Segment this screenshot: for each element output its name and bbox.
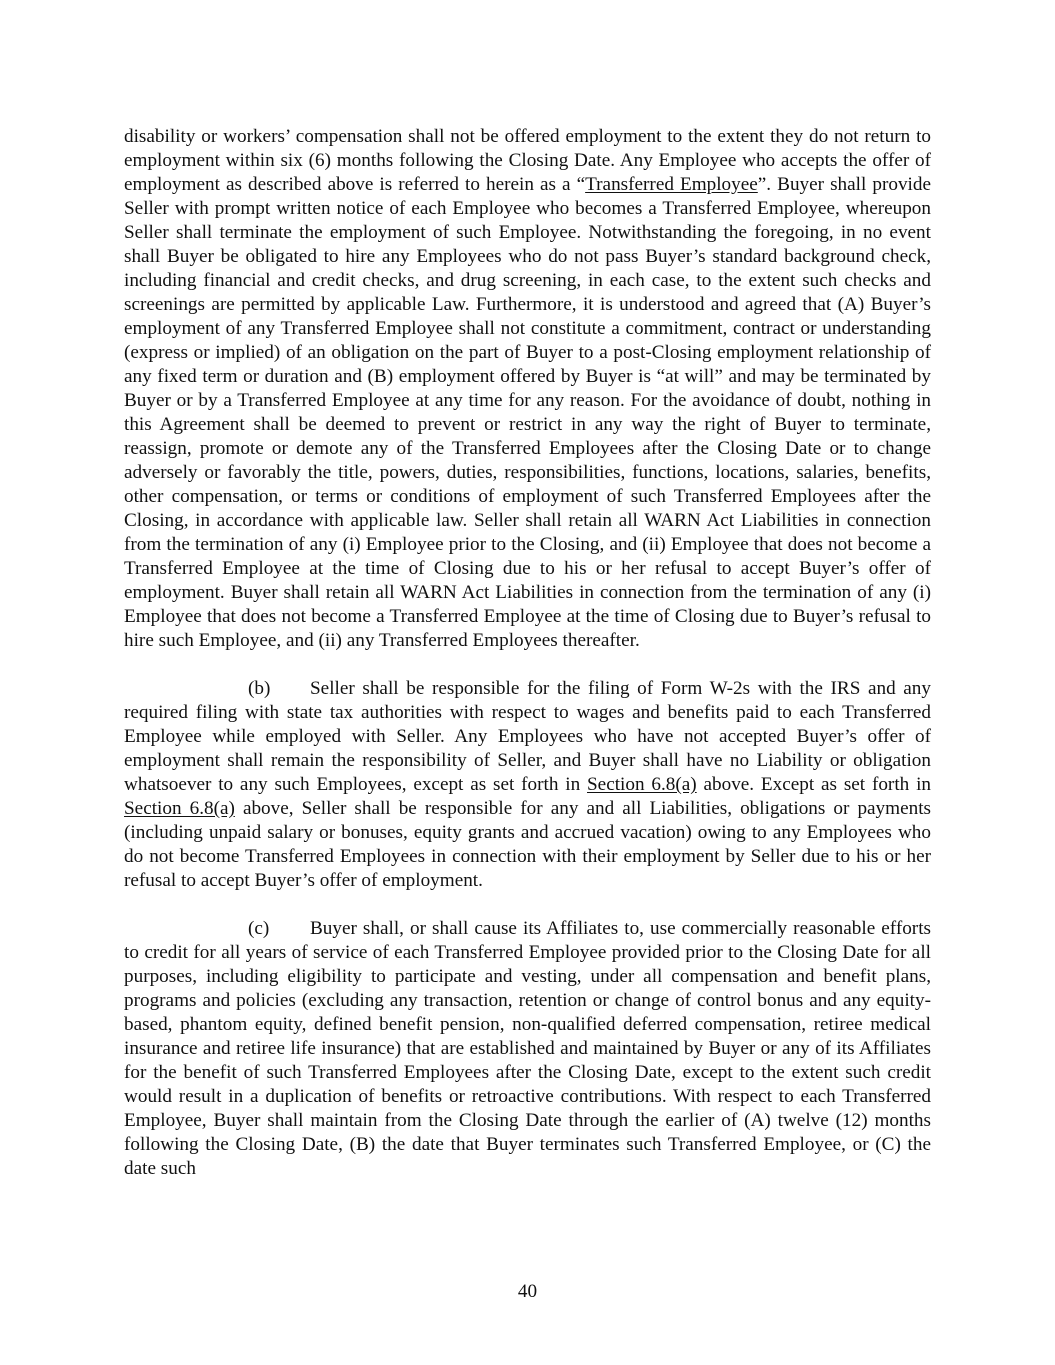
defined-term-transferred-employee: Transferred Employee	[585, 174, 758, 195]
page-number: 40	[517, 1281, 538, 1302]
section-reference-1[interactable]: Section 6.8(a)	[587, 774, 697, 795]
document-page	[124, 125, 931, 1205]
paragraph-b-text-3: above, Seller shall be responsible for any and all Liabilities, obligations or payments (including unpaid salary or bonuses, equity grants and accrued vacation) owing to any Employees who do not become Transferred Employees in connection with their employment by Seller due to his or her refusal to accept Buyer’s offer of employment.	[124, 798, 931, 891]
paragraph-b	[124, 677, 931, 893]
paragraph-c	[124, 917, 931, 1181]
paragraph-b-text-1: Seller shall be responsible for the filing of Form W-2s with the IRS and any required filing with state tax authorities with respect to wages and benefits paid to each Transferred Employee while employed with Seller. Any Employees who have not accepted Buyer’s offer of employment shall remain the responsibility of Seller, and Buyer shall have no Liability or obligation whatsoever to any such Employees, except as set forth in	[124, 678, 931, 795]
paragraph-c-text: Buyer shall, or shall cause its Affiliates to, use commercially reasonable efforts to credit for all years of service of each Transferred Employee provided prior to the Closing Date for all purposes, including eligibility to participate and vesting, under all compensation and benefit plans, programs and policies (excluding any transaction, retention or change of control bonus and any equity-based, phantom equity, defined benefit pension, non-qualified deferred compensation, retiree medical insurance and retiree life insurance) that are established and maintained by Buyer or any of its Affiliates for the benefit of such Transferred Employees after the Closing Date, except to the extent such credit would result in a duplication of benefits or retroactive contributions. With respect to each Transferred Employee, Buyer shall maintain from the Closing Date through the earlier of (A) twelve (12) months following the Closing Date, (B) the date that Buyer terminates such Transferred Employee, or (C) the date such	[124, 918, 931, 1179]
paragraph-a-text-1: disability or workers’ compensation shall not be offered employment to the extent they do not return to employment within six (6) months following the Closing Date. Any Employee who accepts the offer of employment as described above is referred to herein as a “	[124, 126, 931, 195]
section-reference-2[interactable]: Section 6.8(a)	[124, 798, 235, 819]
paragraph-b-text-2: above. Except as set forth in	[696, 774, 931, 795]
paragraph-a-continued	[124, 125, 931, 653]
paragraph-b-label: (b)	[248, 678, 271, 699]
paragraph-a-text-2: ”. Buyer shall provide Seller with prompt written notice of each Employee who becomes a Transferred Employee, whereupon Seller shall terminate the employment of such Employee. Notwithstanding the foregoing, in no event shall Buyer be obligated to hire any Employees who do not pass Buyer’s standard background check, including financial and credit checks, and drug screening, in each case, to the extent such checks and screenings are permitted by applicable Law. Furthermore, it is understood and agreed that (A) Buyer’s employment of any Transferred Employee shall not constitute a commitment, contract or understanding (express or implied) of an obligation on the part of Buyer to a post-Closing employment relationship of any fixed term or duration and (B) employment offered by Buyer is “at will” and may be terminated by Buyer or by a Transferred Employee at any time for any reason. For the avoidance of doubt, nothing in this Agreement shall be deemed to prevent or restrict in any way the right of Buyer to terminate, reassign, promote or demote any of the Transferred Employees after the Closing Date or to change adversely or favorably the title, powers, duties, responsibilities, functions, locations, salaries, benefits, other compensation, or terms or conditions of employment of such Transferred Employees after the Closing, in accordance with applicable law. Seller shall retain all WARN Act Liabilities in connection from the termination of any (i) Employee prior to the Closing, and (ii) Employee that does not become a Transferred Employee at the time of Closing due to his or her refusal to accept Buyer’s offer of employment. Buyer shall retain all WARN Act Liabilities in connection from the termination of any (i) Employee that does not become a Transferred Employee at the time of Closing due to Buyer’s refusal to hire such Employee, and (ii) any Transferred Employees thereafter.	[124, 174, 931, 651]
paragraph-c-label: (c)	[248, 918, 270, 939]
